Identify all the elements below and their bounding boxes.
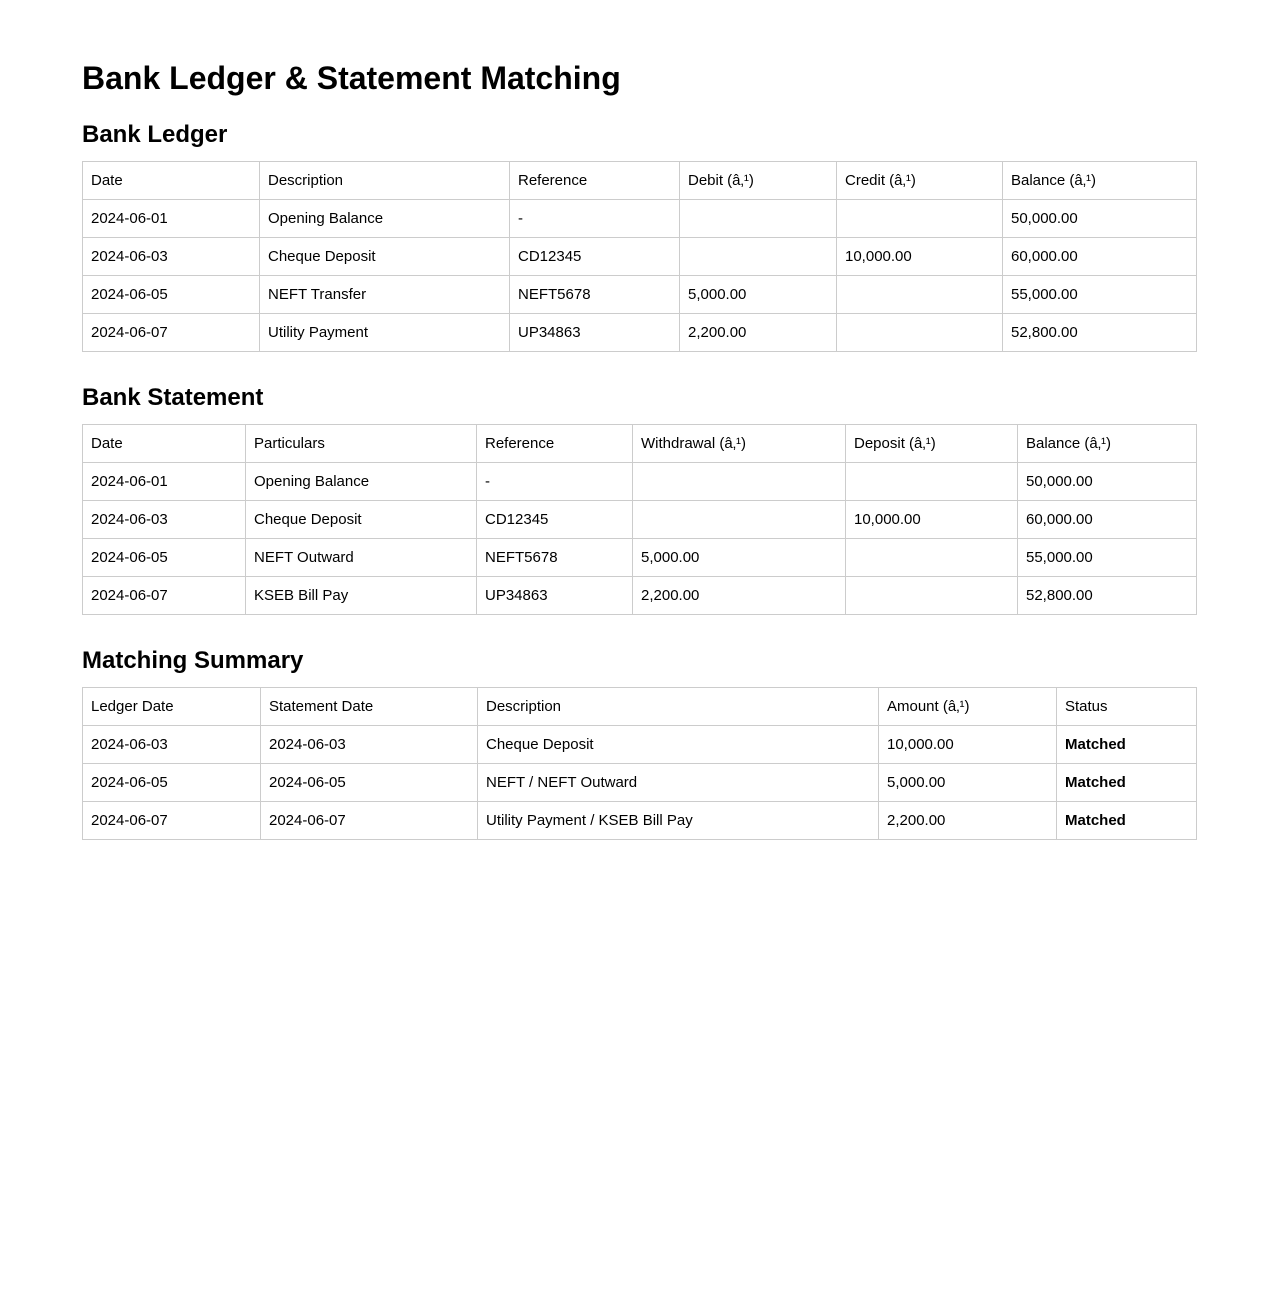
table-row [83,463,1197,501]
cell-amount: 5,000.00 [879,764,1057,802]
ledger-heading: Bank Ledger [82,121,228,148]
cell-ledger-date: 2024-06-03 [83,726,261,764]
cell-date: 2024-06-07 [83,577,246,615]
status-badge: Matched [1057,802,1197,840]
table-row [83,764,1197,802]
table-row [83,276,1197,314]
cell-balance: 52,800.00 [1018,577,1197,615]
cell-date: 2024-06-03 [83,501,246,539]
cell-balance: 55,000.00 [1018,539,1197,577]
cell-particulars: Cheque Deposit [246,501,477,539]
column-header: Description [478,688,879,726]
cell-reference: NEFT5678 [477,539,633,577]
summary-header-row [83,688,1197,726]
cell-date: 2024-06-05 [83,276,260,314]
cell-statement-date: 2024-06-05 [261,764,478,802]
table-row [83,200,1197,238]
column-header: Ledger Date [83,688,261,726]
cell-deposit: 10,000.00 [846,501,1018,539]
column-header: Credit (â‚¹) [837,162,1003,200]
status-badge: Matched [1057,726,1197,764]
cell-balance: 50,000.00 [1003,200,1197,238]
table-row [83,577,1197,615]
cell-withdrawal [633,463,846,501]
cell-description: NEFT / NEFT Outward [478,764,879,802]
cell-date: 2024-06-05 [83,539,246,577]
column-header: Debit (â‚¹) [680,162,837,200]
column-header: Status [1057,688,1197,726]
cell-reference: - [510,200,680,238]
cell-debit [680,238,837,276]
cell-date: 2024-06-03 [83,238,260,276]
cell-withdrawal: 2,200.00 [633,577,846,615]
cell-ledger-date: 2024-06-05 [83,764,261,802]
column-header: Description [260,162,510,200]
cell-balance: 60,000.00 [1018,501,1197,539]
cell-description: Utility Payment [260,314,510,352]
column-header: Amount (â‚¹) [879,688,1057,726]
cell-description: Utility Payment / KSEB Bill Pay [478,802,879,840]
column-header: Balance (â‚¹) [1018,425,1197,463]
column-header: Reference [510,162,680,200]
cell-credit [837,200,1003,238]
cell-date: 2024-06-01 [83,200,260,238]
cell-description: Cheque Deposit [478,726,879,764]
column-header: Withdrawal (â‚¹) [633,425,846,463]
summary-heading: Matching Summary [82,647,304,674]
cell-balance: 52,800.00 [1003,314,1197,352]
summary-table [82,687,1197,840]
cell-reference: CD12345 [510,238,680,276]
table-row [83,501,1197,539]
cell-statement-date: 2024-06-03 [261,726,478,764]
cell-amount: 2,200.00 [879,802,1057,840]
cell-date: 2024-06-01 [83,463,246,501]
cell-reference: NEFT5678 [510,276,680,314]
status-badge: Matched [1057,764,1197,802]
column-header: Balance (â‚¹) [1003,162,1197,200]
column-header: Statement Date [261,688,478,726]
page-title: Bank Ledger & Statement Matching [82,60,621,96]
table-row [83,238,1197,276]
cell-reference: - [477,463,633,501]
cell-withdrawal [633,501,846,539]
statement-header-row [83,425,1197,463]
cell-deposit [846,463,1018,501]
cell-description: Opening Balance [260,200,510,238]
cell-debit: 2,200.00 [680,314,837,352]
cell-description: NEFT Transfer [260,276,510,314]
table-row [83,802,1197,840]
cell-description: Cheque Deposit [260,238,510,276]
cell-balance: 55,000.00 [1003,276,1197,314]
cell-credit: 10,000.00 [837,238,1003,276]
cell-debit: 5,000.00 [680,276,837,314]
cell-credit [837,276,1003,314]
cell-ledger-date: 2024-06-07 [83,802,261,840]
cell-reference: UP34863 [510,314,680,352]
table-row [83,539,1197,577]
cell-statement-date: 2024-06-07 [261,802,478,840]
column-header: Deposit (â‚¹) [846,425,1018,463]
cell-particulars: Opening Balance [246,463,477,501]
ledger-header-row [83,162,1197,200]
cell-reference: UP34863 [477,577,633,615]
cell-particulars: KSEB Bill Pay [246,577,477,615]
cell-particulars: NEFT Outward [246,539,477,577]
column-header: Particulars [246,425,477,463]
table-row [83,314,1197,352]
cell-reference: CD12345 [477,501,633,539]
cell-withdrawal: 5,000.00 [633,539,846,577]
cell-amount: 10,000.00 [879,726,1057,764]
cell-date: 2024-06-07 [83,314,260,352]
cell-balance: 60,000.00 [1003,238,1197,276]
ledger-table [82,161,1197,352]
cell-balance: 50,000.00 [1018,463,1197,501]
statement-table [82,424,1197,615]
table-row [83,726,1197,764]
column-header: Reference [477,425,633,463]
column-header: Date [83,425,246,463]
column-header: Date [83,162,260,200]
cell-credit [837,314,1003,352]
cell-debit [680,200,837,238]
statement-heading: Bank Statement [82,384,264,411]
cell-deposit [846,577,1018,615]
cell-deposit [846,539,1018,577]
